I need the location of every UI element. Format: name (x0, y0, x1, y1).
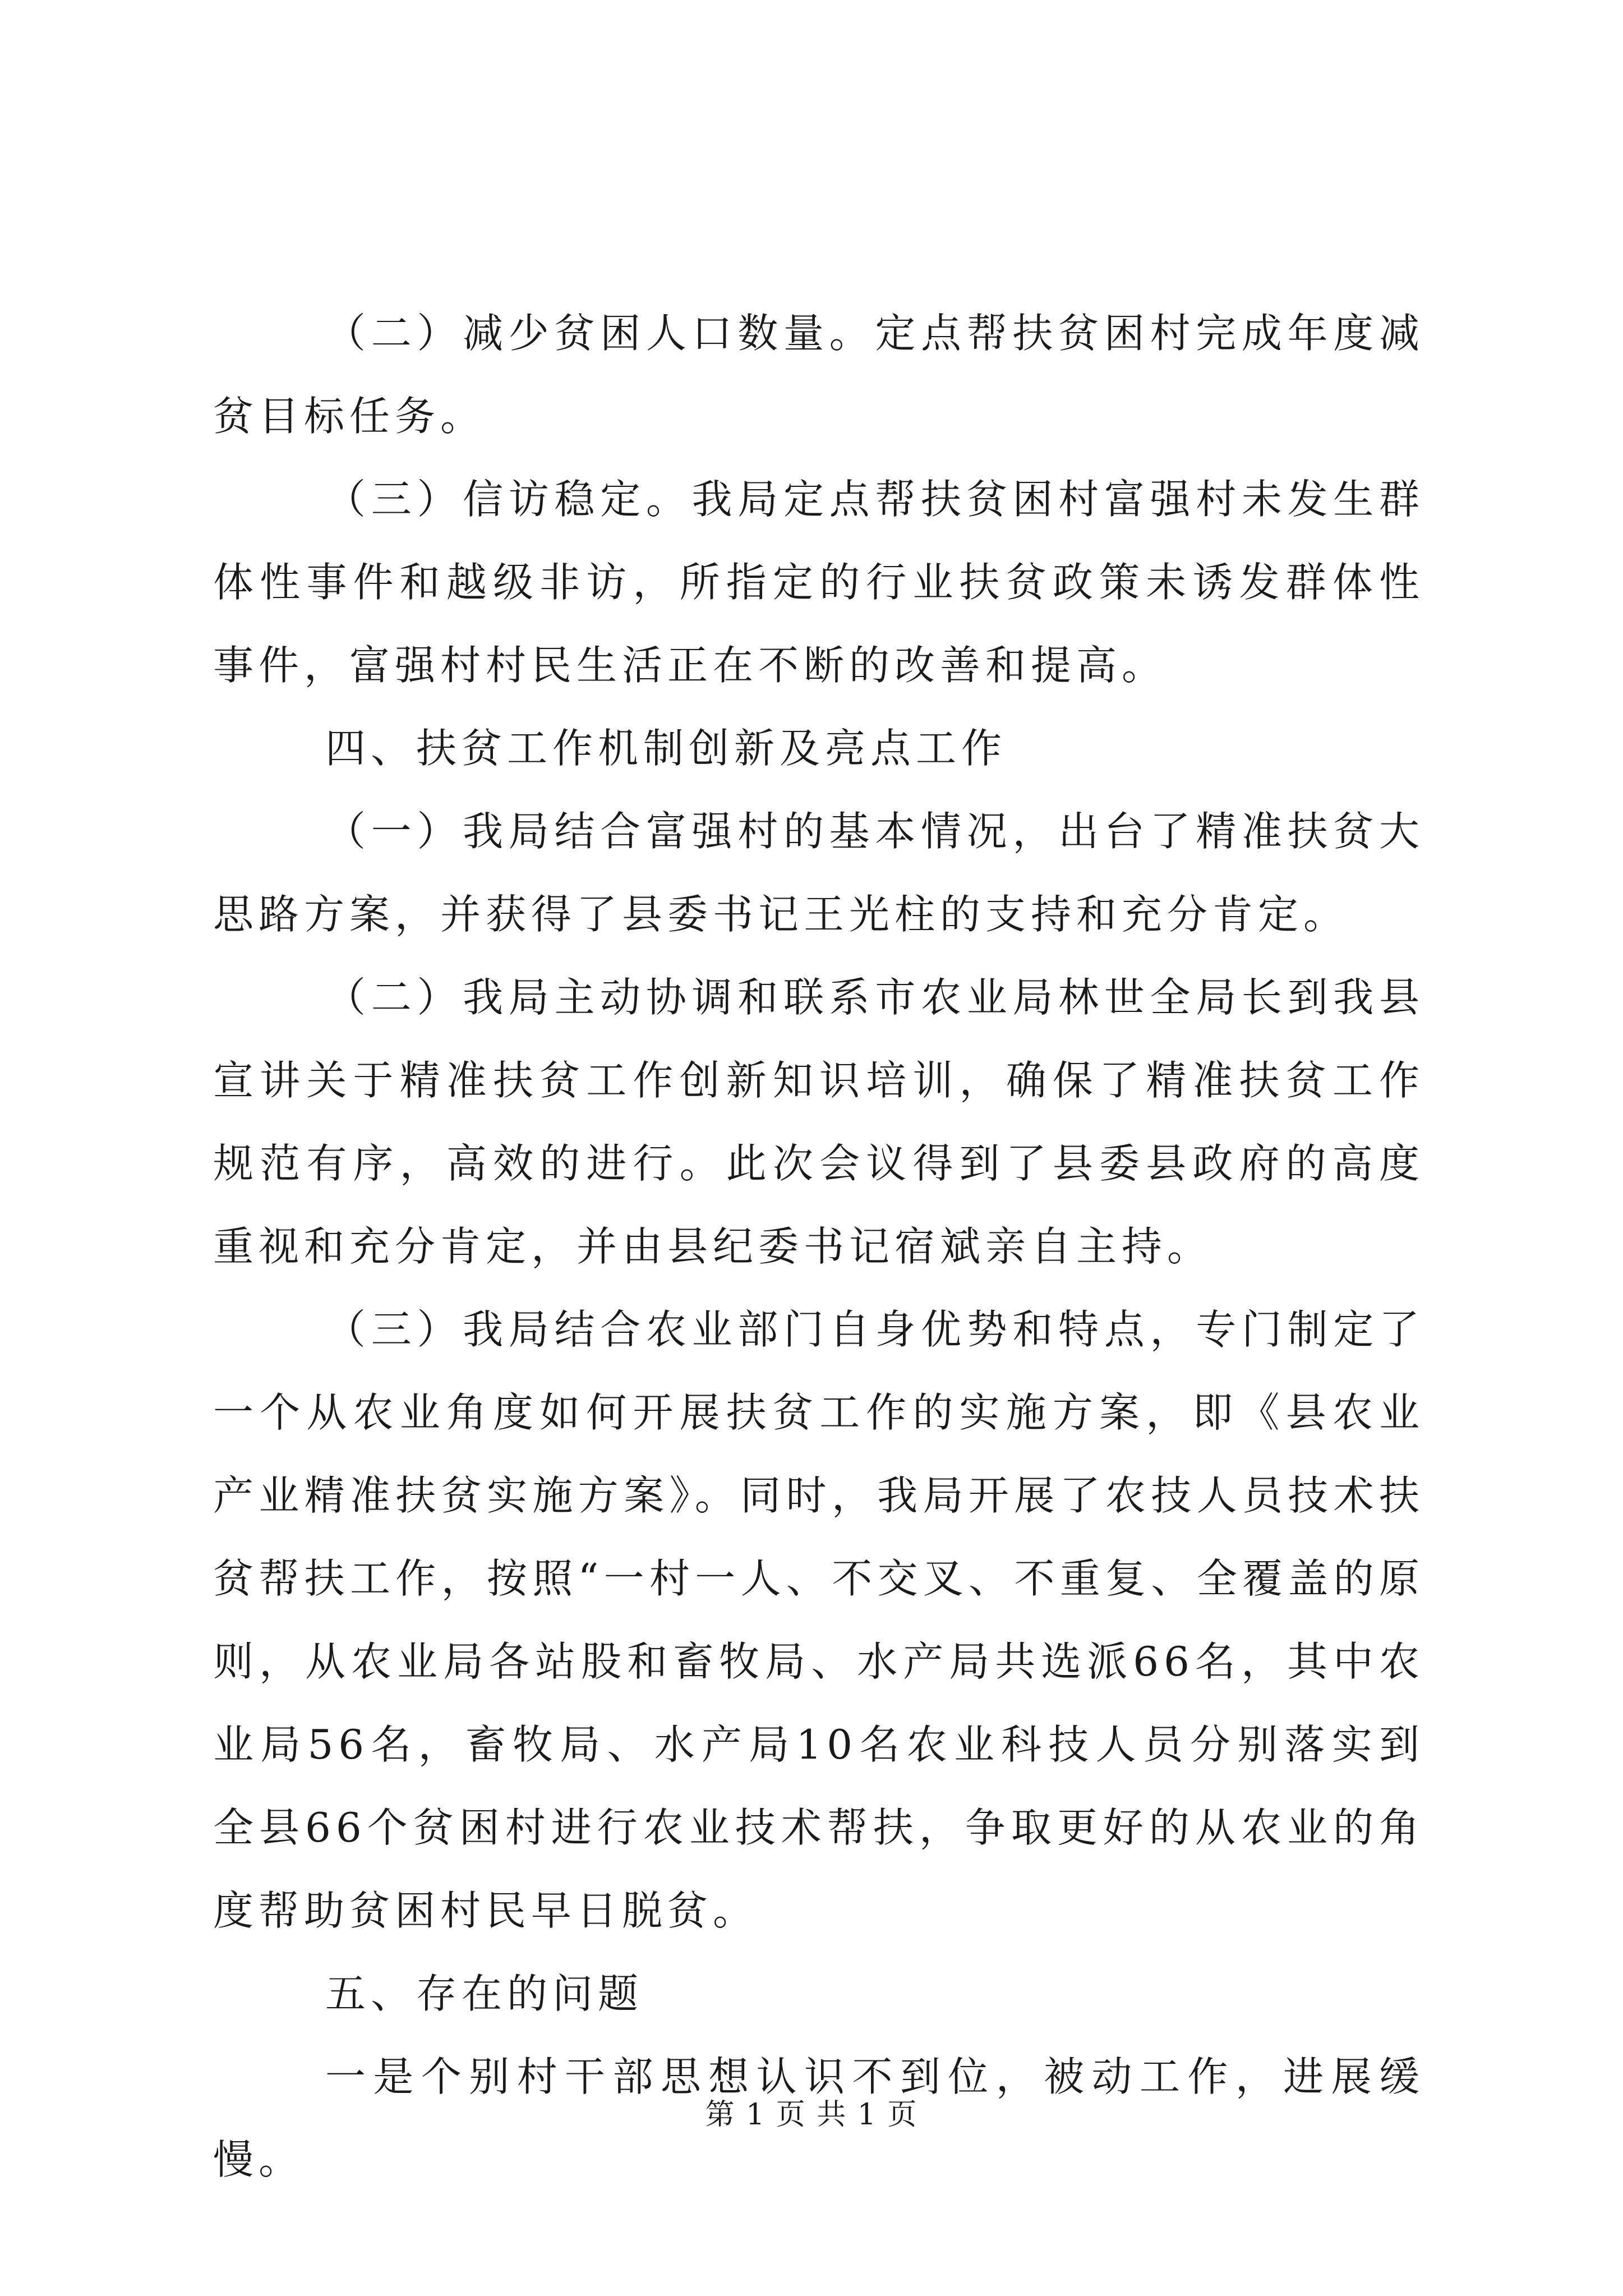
paragraph-innovation-1: （一）我局结合富强村的基本情况，出台了精准扶贫大思路方案，并获得了县委书记王光柱的支持和充分肯定。 (213, 808, 1424, 938)
page-footer: 第 1 页 共 1 页 (705, 2098, 918, 2132)
paragraph-problem-1: 一是个别村干部思想认识不到位，被动工作，进展缓慢。 (213, 2053, 1424, 2183)
section-heading-innovation: 四、扶贫工作机制创新及亮点工作 (325, 725, 1007, 772)
document-body (213, 292, 1424, 2201)
section-heading-problems: 五、存在的问题 (325, 1970, 644, 2017)
paragraph-petition-stability: （三）信访稳定。我局定点帮扶贫困村富强村未发生群体性事件和越级非访，所指定的行业扶贫政策未诱发群体性事件，富强村村民生活正在不断的改善和提高。 (213, 476, 1424, 689)
paragraph-innovation-2: （二）我局主动协调和联系市农业局林世全局长到我县宣讲关于精准扶贫工作创新知识培训，确保了精准扶贫工作规范有序，高效的进行。此次会议得到了县委县政府的高度重视和充分肯定，并由县纪委书记宿斌亲自主持。 (213, 974, 1424, 1270)
paragraph-innovation-3: （三）我局结合农业部门自身优势和特点，专门制定了一个从农业角度如何开展扶贫工作的实施方案，即《县农业产业精准扶贫实施方案》。同时，我局开展了农技人员技术扶贫帮扶工作，按照“一村一人、不交叉、不重复、全覆盖的原则，从农业局各站股和畜牧局、水产局共选派66名，其中农业局56名，畜牧局、水产局10名农业科技人员分别落实到全县66个贫困村进行农业技术帮扶，争取更好的从农业的角度帮助贫困村民早日脱贫。 (213, 1306, 1424, 1934)
paragraph-reduce-poverty-population: （二）减少贫困人口数量。定点帮扶贫困村完成年度减贫目标任务。 (213, 310, 1424, 440)
